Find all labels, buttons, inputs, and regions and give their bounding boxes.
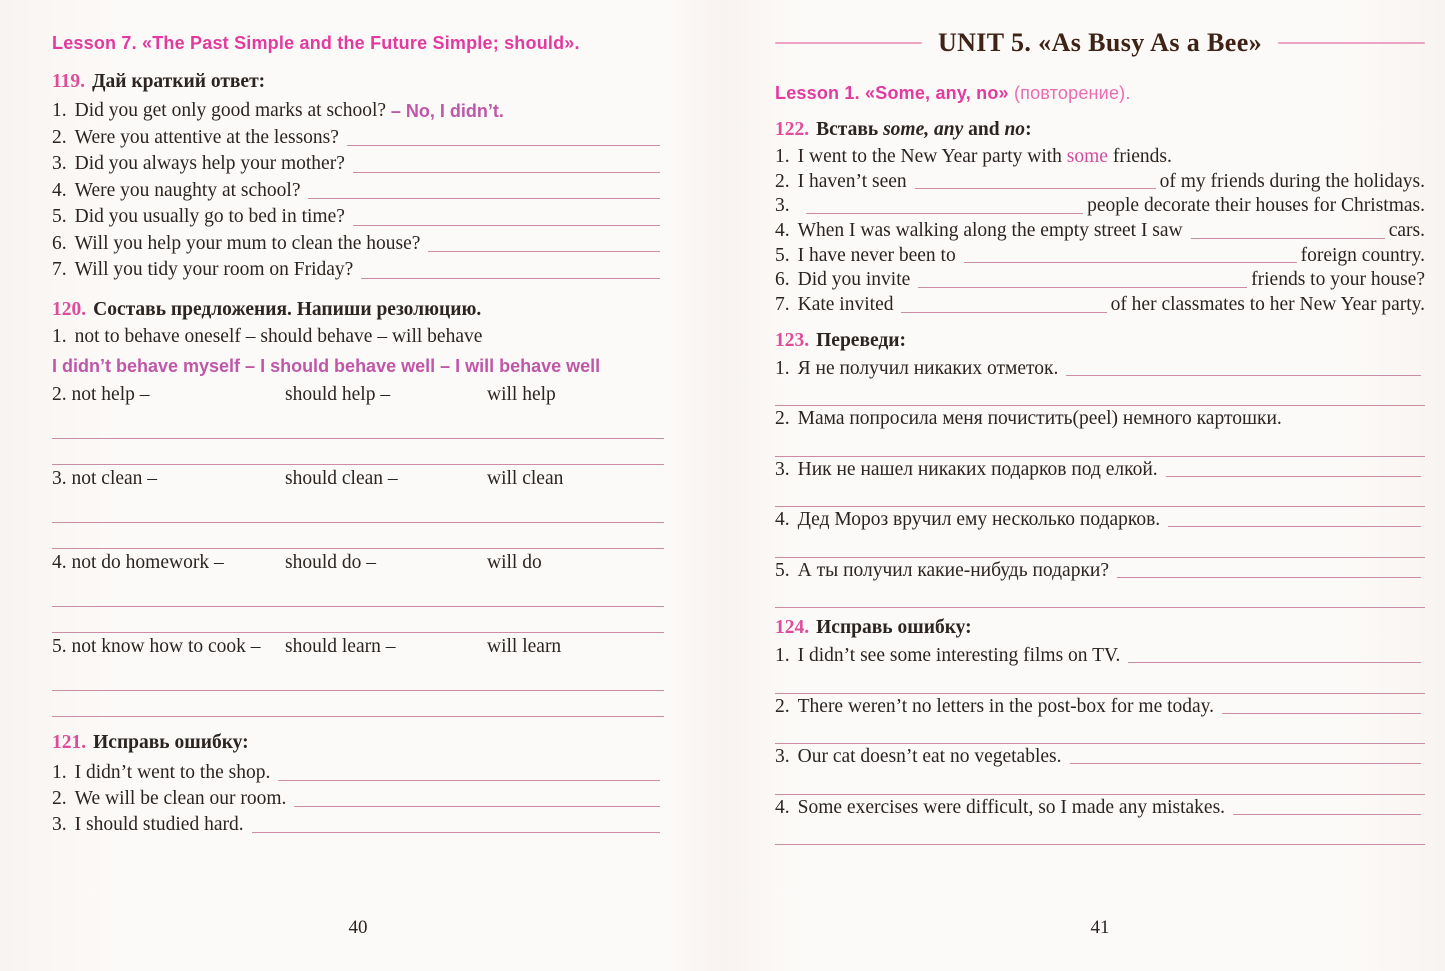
answer-blank-line xyxy=(294,786,660,812)
exercise-item xyxy=(775,643,1425,668)
exercise-item xyxy=(52,231,664,258)
exercise-title-segment: Вставь xyxy=(816,119,884,140)
item-number: 3. xyxy=(775,746,790,768)
writing-line xyxy=(775,532,1425,558)
answer-blank-line xyxy=(308,178,660,205)
answer-blank-line xyxy=(901,293,1106,318)
item-number: 1. xyxy=(775,357,790,379)
answer-text: I didn’t behave myself – I should behave well – I will behave well xyxy=(52,355,601,376)
exercise-number: 119. xyxy=(52,71,86,92)
item-text: should do – xyxy=(285,551,377,573)
answer-blank-line xyxy=(252,812,660,838)
exercise-item xyxy=(775,744,1425,769)
item-number: 1. xyxy=(52,100,67,121)
exercise-119 xyxy=(52,68,664,284)
answer-blank-line xyxy=(1117,558,1421,583)
item-text: Did you always help your mother? xyxy=(74,153,345,174)
answer-blank-line xyxy=(347,125,660,152)
item-text: I went to the New Year party with xyxy=(797,145,1067,167)
exercise-header xyxy=(775,614,1425,642)
item-text: There weren’t no letters in the post-box for me today. xyxy=(797,695,1215,717)
item-text: When I was walking along the empty street I saw xyxy=(797,220,1183,242)
answer-blank-line xyxy=(918,268,1247,293)
writing-line xyxy=(52,492,664,523)
answer-blank-line xyxy=(964,244,1297,269)
lesson-1-header-main: Lesson 1. «Some, any, no» xyxy=(775,83,1009,103)
exercise-item xyxy=(52,465,664,492)
lesson-7-header: Lesson 7. «The Past Simple and the Future Simple; should». xyxy=(52,33,580,53)
item-text: I should studied hard. xyxy=(74,813,244,835)
exercise-title: Исправь ошибку: xyxy=(93,731,249,753)
exercise-item xyxy=(775,244,1425,269)
item-text: Дед Мороз вручил ему несколько подарков. xyxy=(797,509,1161,531)
exercise-item xyxy=(775,219,1425,244)
item-number: 5. xyxy=(775,559,790,581)
exercise-title-segment: no xyxy=(1004,119,1026,140)
exercise-title-segment: and xyxy=(963,119,1005,140)
item-number: 1. xyxy=(52,326,67,347)
item-number: 2. xyxy=(52,126,67,148)
answer-blank-line xyxy=(1070,744,1421,769)
item-text: friends. xyxy=(1107,145,1172,167)
exercise-header xyxy=(52,68,664,96)
item-number: 6. xyxy=(775,269,790,291)
exercise-item xyxy=(52,178,664,205)
exercise-title-segment: : xyxy=(1025,119,1032,140)
writing-line xyxy=(775,719,1425,745)
exercise-item xyxy=(775,194,1425,219)
item-text: Did you invite xyxy=(797,269,911,291)
item-text: Мама попросила меня почистить(peel) немного картошки. xyxy=(797,408,1282,430)
item-text: will help xyxy=(487,383,556,405)
answer-blank-line xyxy=(1128,643,1421,668)
answer-blank-line xyxy=(428,231,660,258)
exercise-item xyxy=(52,381,664,408)
writing-line xyxy=(775,668,1425,694)
writing-line xyxy=(52,660,664,691)
exercise-item xyxy=(52,257,664,284)
exercise-120 xyxy=(52,296,664,717)
lesson-1-header xyxy=(775,80,1425,106)
exercise-item xyxy=(52,351,664,381)
item-text: Some exercises were difficult, so I made any mistakes. xyxy=(797,796,1226,818)
item-text: of my friends during the holidays. xyxy=(1159,170,1425,192)
item-number: 6. xyxy=(52,232,67,254)
exercise-item xyxy=(775,170,1425,195)
exercise-123 xyxy=(775,327,1425,609)
exercise-item xyxy=(52,549,664,576)
item-number: 2. xyxy=(775,695,790,717)
exercise-121 xyxy=(52,729,664,838)
exercise-item xyxy=(52,204,664,231)
item-number: 3. xyxy=(52,813,67,835)
item-text: Will you help your mum to clean the house? xyxy=(74,232,421,254)
item-number: 5. xyxy=(775,244,790,266)
page-number-left: 40 xyxy=(348,917,368,938)
writing-line xyxy=(775,482,1425,508)
writing-line xyxy=(52,439,664,465)
exercise-item xyxy=(775,268,1425,293)
answer-blank-line xyxy=(1191,219,1385,244)
item-text: will learn xyxy=(487,635,562,657)
item-text: 4. not do homework – xyxy=(52,551,224,573)
exercise-title: Составь предложения. Напиши резолюцию. xyxy=(93,298,482,320)
exercise-number: 124. xyxy=(775,617,810,639)
item-text: will do xyxy=(487,551,542,573)
item-text: of her classmates to her New Year party. xyxy=(1110,294,1425,316)
exercise-item xyxy=(775,145,1425,170)
answer-blank-line xyxy=(1222,694,1421,719)
unit-title: UNIT 5. «As Busy As a Bee» xyxy=(937,28,1263,57)
answer-blank-line xyxy=(1166,457,1421,482)
exercise-header xyxy=(52,296,664,324)
writing-line xyxy=(775,583,1425,609)
exercise-item xyxy=(52,125,664,152)
item-number: 4. xyxy=(775,509,790,531)
item-number: 4. xyxy=(775,796,790,818)
item-text: 2. not help – xyxy=(52,383,150,405)
item-number: 5. xyxy=(52,206,67,227)
exercise-number: 121. xyxy=(52,731,87,753)
writing-line xyxy=(52,691,664,717)
page-right xyxy=(775,0,1425,971)
item-text: We will be clean our room. xyxy=(74,787,287,809)
exercise-124 xyxy=(775,614,1425,845)
answer-word: some xyxy=(1066,145,1108,167)
exercise-title: Дай краткий ответ: xyxy=(92,71,266,92)
exercise-122 xyxy=(775,116,1425,318)
exercise-item xyxy=(775,795,1425,820)
exercise-item xyxy=(775,558,1425,583)
item-text: Ник не нашел никаких подарков под елкой. xyxy=(797,458,1158,480)
exercise-item xyxy=(52,151,664,178)
title-divider-right xyxy=(1278,42,1425,44)
item-text: 5. not know how to cook – xyxy=(52,635,261,657)
item-number: 1. xyxy=(52,761,67,783)
item-number: 4. xyxy=(775,220,790,242)
item-text: А ты получил какие-нибудь подарки? xyxy=(797,559,1110,581)
exercise-item xyxy=(52,812,664,838)
exercise-number: 123. xyxy=(775,329,810,351)
item-number: 1. xyxy=(775,645,790,667)
item-number: 3. xyxy=(52,153,67,174)
writing-line xyxy=(775,431,1425,457)
item-number: 1. xyxy=(775,145,790,167)
exercise-item xyxy=(775,694,1425,719)
item-text: cars. xyxy=(1388,220,1425,242)
answer-blank-line xyxy=(353,204,660,231)
item-text: should learn – xyxy=(285,635,396,657)
writing-line xyxy=(52,576,664,607)
writing-line xyxy=(775,769,1425,795)
item-text: Did you get only good marks at school? xyxy=(74,100,391,121)
exercise-item xyxy=(52,760,664,786)
item-number: 2. xyxy=(775,170,790,192)
exercise-title: Исправь ошибку: xyxy=(816,617,972,639)
item-number: 3. xyxy=(775,195,790,217)
item-number: 2. xyxy=(52,787,67,809)
item-text: I haven’t seen xyxy=(797,170,907,192)
exercise-item xyxy=(52,786,664,812)
exercise-item xyxy=(52,324,664,351)
item-text: friends to your house? xyxy=(1251,269,1425,291)
exercise-item xyxy=(775,406,1425,431)
writing-line xyxy=(52,607,664,633)
answer-text: – No, I didn’t. xyxy=(390,101,504,121)
exercise-item xyxy=(775,356,1425,381)
unit-title-row xyxy=(775,28,1425,58)
exercise-item xyxy=(52,633,664,660)
item-number: 7. xyxy=(775,294,790,316)
exercise-header xyxy=(775,116,1425,144)
item-text: will clean xyxy=(487,467,564,489)
item-text: I have never been to xyxy=(797,244,956,266)
answer-blank-line xyxy=(1168,507,1421,532)
answer-blank-line xyxy=(1233,795,1421,820)
exercise-header xyxy=(775,327,1425,355)
item-number: 7. xyxy=(52,259,67,280)
item-text: people decorate their houses for Christmas. xyxy=(1087,195,1425,217)
item-text: Were you attentive at the lessons? xyxy=(74,126,339,148)
answer-blank-line xyxy=(915,170,1156,195)
exercise-item xyxy=(52,98,664,125)
exercise-number: 122. xyxy=(775,119,810,140)
exercise-item xyxy=(775,457,1425,482)
writing-line xyxy=(775,381,1425,407)
page-number-right: 41 xyxy=(1090,917,1110,938)
exercise-title-segment: some, any xyxy=(883,119,964,140)
item-text: I didn’t went to the shop. xyxy=(74,761,271,783)
item-text: Did you usually go to bed in time? xyxy=(74,206,345,227)
item-text: Our cat doesn’t eat no vegetables. xyxy=(797,746,1062,768)
answer-blank-line xyxy=(806,194,1083,219)
exercise-item xyxy=(775,293,1425,318)
exercise-number: 120. xyxy=(52,298,87,320)
item-number: 3. xyxy=(775,458,790,480)
item-text: Я не получил никаких отметок. xyxy=(797,357,1059,379)
item-number: 2. xyxy=(775,408,790,430)
answer-blank-line xyxy=(278,760,660,786)
answer-blank-line xyxy=(1066,356,1421,381)
writing-line xyxy=(52,408,664,439)
exercise-title: Переведи: xyxy=(816,329,906,351)
item-text: not to behave oneself – should behave – will behave xyxy=(74,326,483,347)
item-text: foreign country. xyxy=(1300,244,1425,266)
item-text: Will you tidy your room on Friday? xyxy=(74,259,354,280)
writing-line xyxy=(52,523,664,549)
item-text: Were you naughty at school? xyxy=(74,179,301,201)
item-text: 3. not clean – xyxy=(52,467,158,489)
item-text: I didn’t see some interesting films on TV. xyxy=(797,645,1121,667)
title-divider-left xyxy=(775,42,922,44)
writing-line xyxy=(775,820,1425,846)
lesson-1-header-tail: (повторение). xyxy=(1008,83,1131,103)
item-text: should help – xyxy=(285,383,391,405)
answer-blank-line xyxy=(361,257,660,284)
exercise-header xyxy=(52,729,664,757)
exercise-item xyxy=(775,507,1425,532)
item-number: 4. xyxy=(52,179,67,201)
answer-blank-line xyxy=(353,151,660,178)
item-text: Kate invited xyxy=(797,294,894,316)
item-text: should clean – xyxy=(285,467,398,489)
page-left xyxy=(52,0,664,971)
